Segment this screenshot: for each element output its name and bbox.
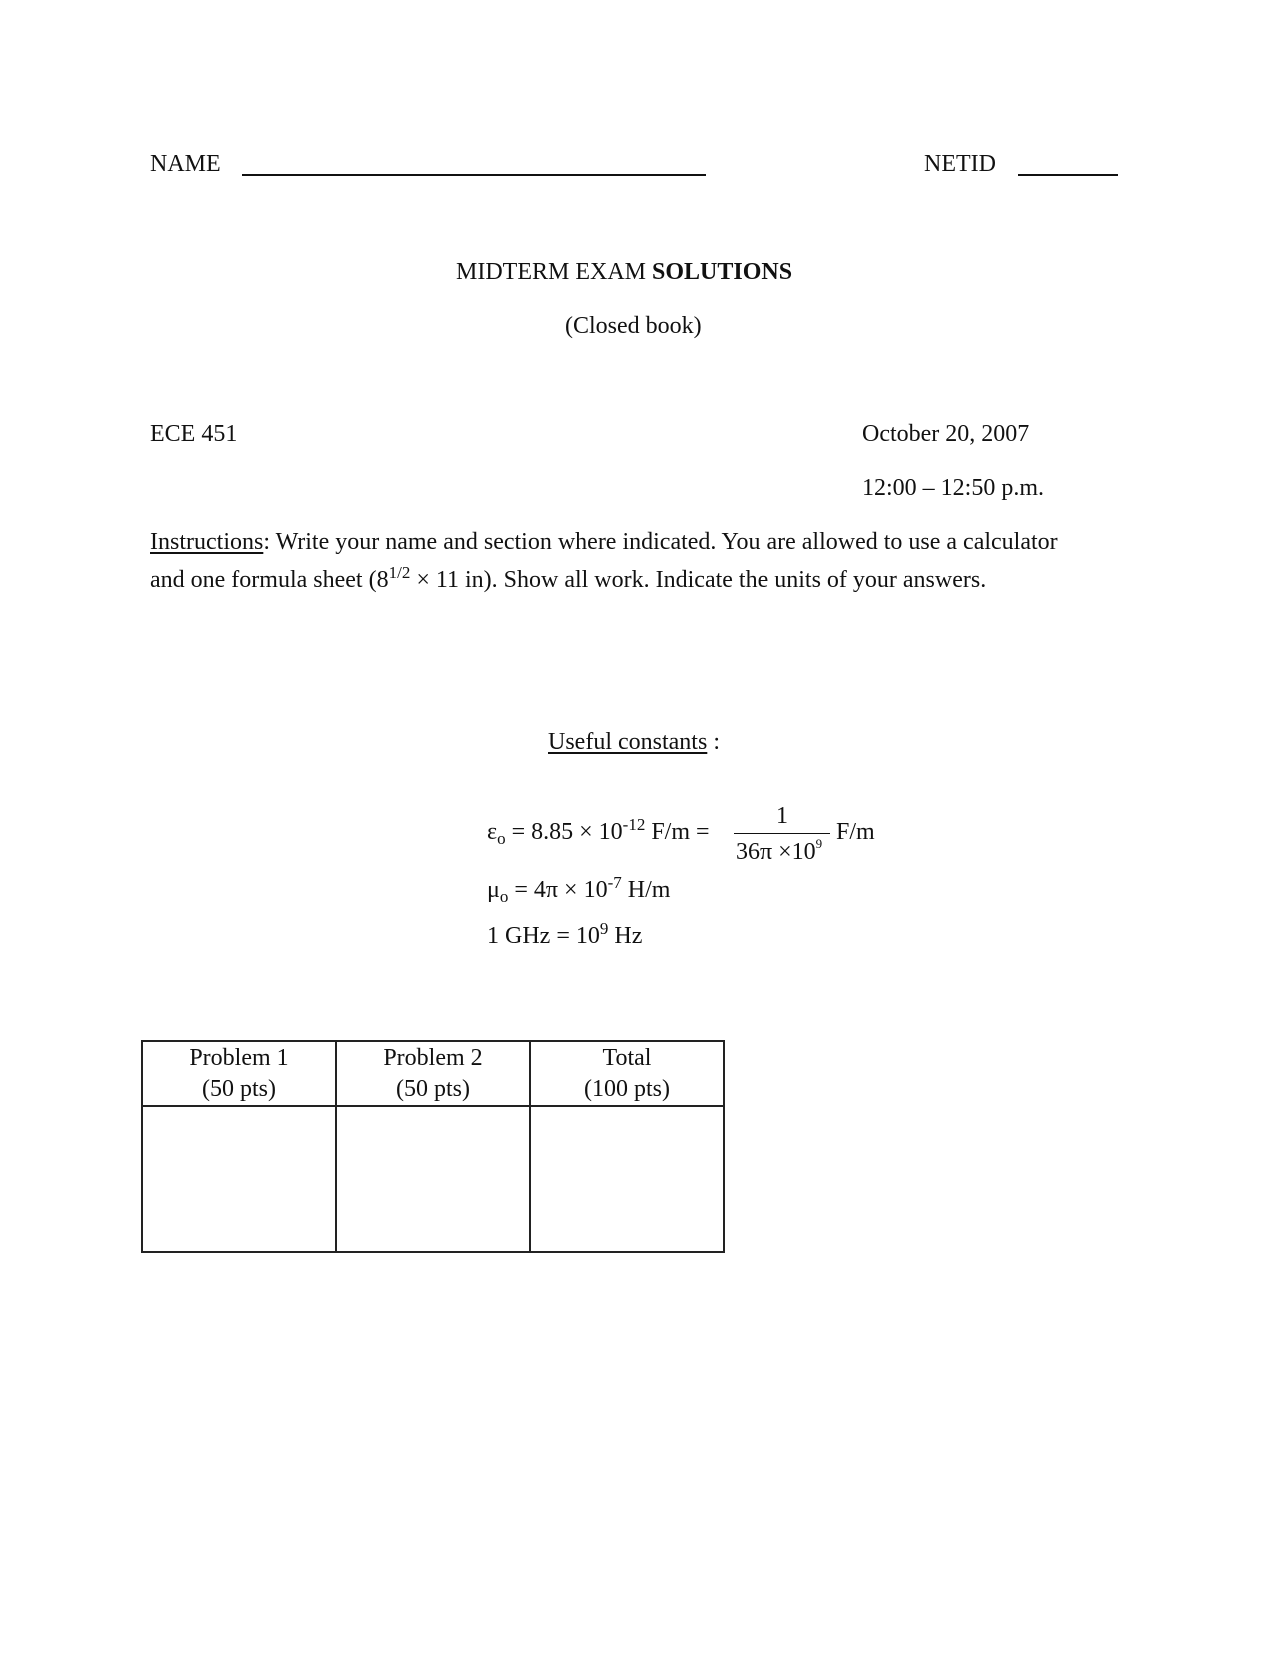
ghz-pre: 1 GHz = 10 bbox=[487, 923, 600, 949]
constants-heading-label: Useful constants bbox=[548, 729, 708, 755]
instructions-label: Instructions bbox=[150, 529, 264, 555]
fraction-bar bbox=[734, 833, 830, 834]
netid-blank-line[interactable] bbox=[1018, 174, 1118, 176]
mu-exponent: -7 bbox=[607, 873, 622, 892]
instructions-text-2-post: × 11 in). Show all work. Indicate the units of your answers. bbox=[410, 567, 987, 593]
instructions-line-2 bbox=[150, 563, 987, 594]
mu-subscript: o bbox=[499, 887, 509, 906]
name-label: NAME bbox=[150, 151, 221, 177]
constants-heading-colon: : bbox=[707, 729, 720, 755]
exam-title-main: MIDTERM EXAM bbox=[456, 259, 652, 285]
mu-value: = 4π × 10 bbox=[508, 877, 608, 903]
course-code: ECE 451 bbox=[150, 421, 238, 447]
exam-time: 12:00 – 12:50 p.m. bbox=[862, 475, 1045, 501]
score-cell-problem-2[interactable] bbox=[336, 1106, 530, 1252]
score-header-title: Problem 1 bbox=[189, 1044, 289, 1071]
netid-label: NETID bbox=[924, 151, 996, 177]
instructions-line-1 bbox=[150, 528, 1058, 556]
score-table-header-row bbox=[142, 1041, 724, 1106]
score-header-total bbox=[530, 1041, 724, 1106]
score-header-problem-2 bbox=[336, 1041, 530, 1106]
exam-title bbox=[456, 258, 792, 286]
score-table bbox=[141, 1040, 725, 1253]
fraction-denominator-base: 36π ×10 bbox=[736, 839, 816, 865]
epsilon-exponent: -12 bbox=[622, 815, 646, 834]
exam-subtitle: (Closed book) bbox=[565, 313, 702, 339]
epsilon-subscript: o bbox=[497, 829, 506, 848]
score-header-title: Problem 2 bbox=[383, 1044, 483, 1071]
score-header-points: (50 pts) bbox=[396, 1075, 470, 1102]
score-cell-problem-1[interactable] bbox=[142, 1106, 336, 1252]
epsilon-unit: F/m = bbox=[645, 819, 710, 845]
score-header-problem-1 bbox=[142, 1041, 336, 1106]
mu-symbol: μ bbox=[487, 877, 500, 903]
exam-date: October 20, 2007 bbox=[862, 421, 1030, 447]
epsilon-value: = 8.85 × 10 bbox=[505, 819, 623, 845]
fraction-denominator bbox=[736, 838, 822, 866]
score-header-title: Total bbox=[602, 1044, 652, 1071]
ghz-post: Hz bbox=[608, 923, 643, 949]
name-blank-line[interactable] bbox=[242, 174, 706, 176]
ghz-exponent: 9 bbox=[599, 919, 609, 938]
exam-title-solutions: SOLUTIONS bbox=[652, 259, 793, 285]
instructions-text-1: : Write your name and section where indicated. You are allowed to use a calculator bbox=[263, 529, 1058, 555]
fraction-denominator-exponent: 9 bbox=[815, 836, 823, 851]
epsilon-symbol: ε bbox=[487, 819, 498, 845]
ghz-constant bbox=[487, 919, 643, 950]
instructions-fraction-sup: 1/2 bbox=[388, 563, 411, 582]
score-header-points: (100 pts) bbox=[584, 1075, 670, 1102]
epsilon-constant bbox=[487, 815, 710, 848]
score-table-entry-row bbox=[142, 1106, 724, 1252]
instructions-text-2-pre: and one formula sheet (8 bbox=[150, 567, 389, 593]
mu-constant bbox=[487, 873, 671, 906]
mu-unit: H/m bbox=[621, 877, 671, 903]
fraction-unit: F/m bbox=[836, 819, 875, 845]
constants-heading bbox=[548, 728, 720, 756]
fraction-numerator: 1 bbox=[776, 803, 788, 829]
score-header-points: (50 pts) bbox=[202, 1075, 276, 1102]
score-cell-total[interactable] bbox=[530, 1106, 724, 1252]
